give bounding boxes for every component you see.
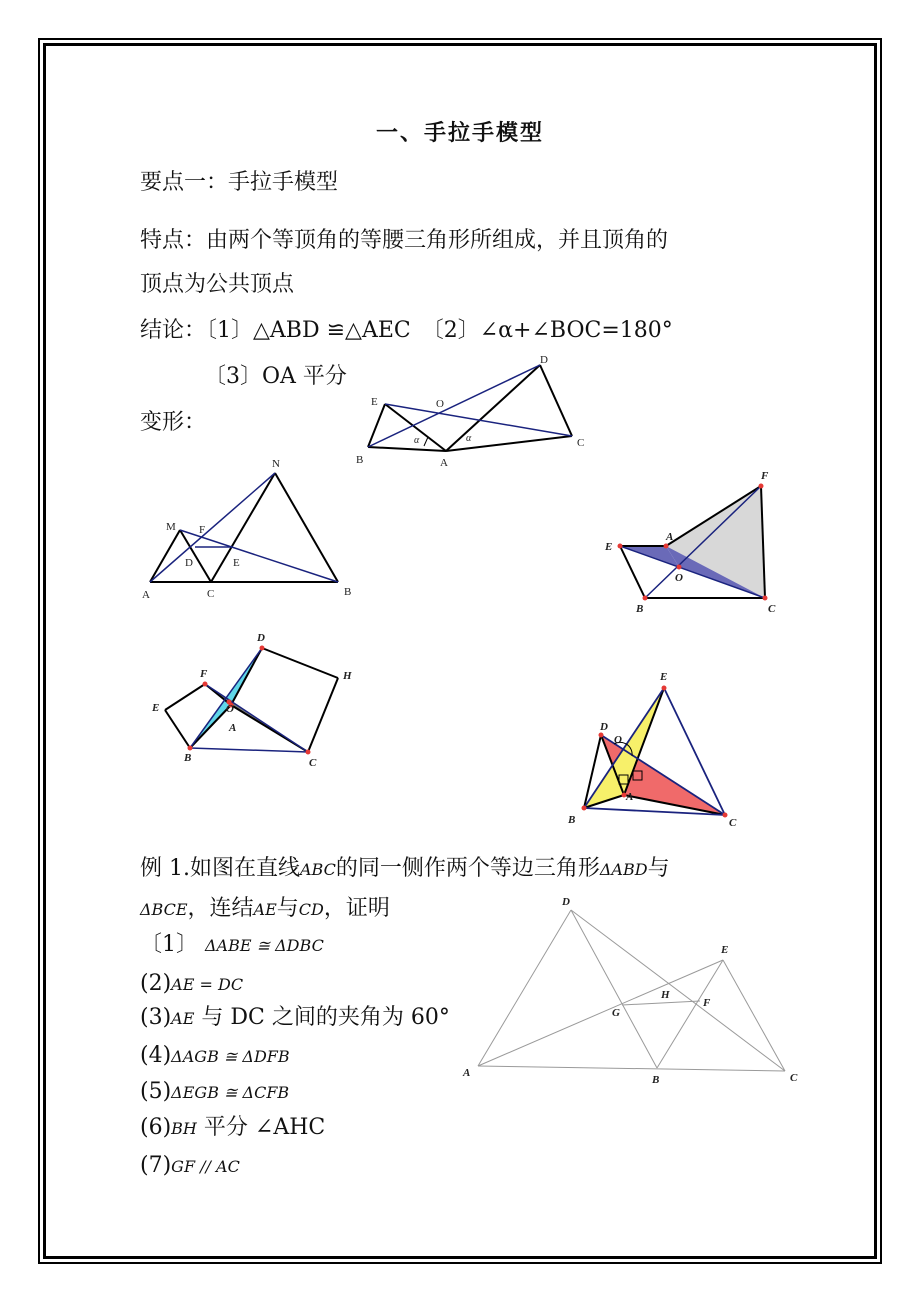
label-A: A	[666, 531, 674, 543]
label-B: B	[652, 1074, 660, 1086]
label-O: O	[675, 572, 683, 584]
label-O: O	[226, 703, 234, 715]
claim-expr: GF // AC	[171, 1157, 240, 1176]
label-D: D	[540, 354, 548, 366]
label-E: E	[660, 671, 668, 683]
label-A: A	[626, 791, 634, 803]
intro-abd: ΔABD	[599, 860, 648, 879]
claim-num: (7)	[140, 1153, 172, 1178]
claim-expr: BH	[171, 1119, 197, 1138]
label-F: F	[200, 668, 208, 680]
label-C: C	[768, 603, 776, 615]
claim-tail: 平分 ∠AHC	[203, 1115, 326, 1140]
label-C: C	[577, 437, 585, 449]
label-C: C	[309, 757, 317, 769]
label-C: C	[207, 588, 215, 600]
label-C: C	[790, 1072, 798, 1084]
page-title: 一、手拉手模型	[375, 120, 544, 146]
label-O: O	[614, 734, 622, 746]
claim-num: (6)	[140, 1115, 172, 1140]
intro-suffix-2: ，证明	[323, 896, 390, 921]
label-alpha-1: α	[414, 435, 420, 446]
label-F: F	[199, 524, 206, 536]
label-E: E	[371, 396, 378, 408]
label-E: E	[233, 557, 240, 569]
claim-expr: AE = DC	[171, 975, 244, 994]
label-E: E	[721, 944, 729, 956]
claim-expr: AE	[171, 1009, 195, 1028]
intro-abc: ABC	[299, 860, 336, 879]
label-F: F	[761, 470, 769, 482]
intro-and: 与	[276, 896, 299, 921]
label-F: F	[703, 997, 711, 1009]
label-D: D	[600, 721, 608, 733]
intro-cd: CD	[298, 900, 324, 919]
claim-num: (5)	[140, 1079, 172, 1104]
label-B: B	[568, 814, 576, 826]
conclusion-line-1: 结论：〔1〕△ABD ≌△AEC 〔2〕∠α+∠BOC=180°	[140, 318, 673, 343]
label-M: M	[166, 521, 176, 533]
label-B: B	[184, 752, 192, 764]
label-B: B	[636, 603, 644, 615]
label-N: N	[272, 458, 280, 470]
label-C: C	[729, 817, 737, 829]
claim-expr: ΔEGB ≅ ΔCFB	[171, 1083, 290, 1102]
intro-ae: AE	[253, 900, 277, 919]
label-A: A	[142, 589, 150, 601]
label-H: H	[661, 989, 670, 1001]
label-B: B	[344, 586, 352, 598]
intro-bce: ΔBCE	[140, 900, 188, 919]
claim-num: (2)	[140, 971, 172, 996]
label-alpha-2: α	[466, 433, 472, 444]
label-G: G	[612, 1007, 620, 1019]
claim-num: (4)	[140, 1043, 172, 1068]
feature-line-1: 特点：由两个等顶角的等腰三角形所组成，并且顶角的	[140, 228, 669, 253]
claim-expr: ΔABE ≅ ΔDBC	[205, 936, 324, 955]
claim-tail: 与 DC 之间的夹角为 60°	[201, 1005, 450, 1030]
intro-mid-2: ，连结	[187, 896, 254, 921]
claim-num: (3)	[140, 1005, 172, 1030]
label-D: D	[562, 896, 570, 908]
label-D: D	[257, 632, 265, 644]
claim-expr: ΔAGB ≅ ΔDFB	[171, 1047, 290, 1066]
label-A: A	[463, 1067, 471, 1079]
label-A: A	[440, 457, 448, 469]
label-E: E	[605, 541, 613, 553]
intro-mid: 的同一侧作两个等边三角形	[335, 856, 600, 881]
label-E: E	[152, 702, 160, 714]
label-H: H	[343, 670, 352, 682]
intro-suffix: 与	[647, 856, 670, 881]
variant-label: 变形：	[140, 410, 207, 435]
label-A: A	[229, 722, 237, 734]
intro-prefix: 例 1.如图在直线	[140, 856, 300, 881]
label-B: B	[356, 454, 364, 466]
label-D: D	[185, 557, 193, 569]
label-O: O	[436, 398, 444, 410]
claim-num: 〔1〕	[140, 932, 198, 957]
point-heading: 要点一：手拉手模型	[140, 170, 339, 195]
conclusion-line-2: 〔3〕OA 平分	[204, 364, 347, 389]
feature-line-2: 顶点为公共顶点	[140, 272, 295, 297]
